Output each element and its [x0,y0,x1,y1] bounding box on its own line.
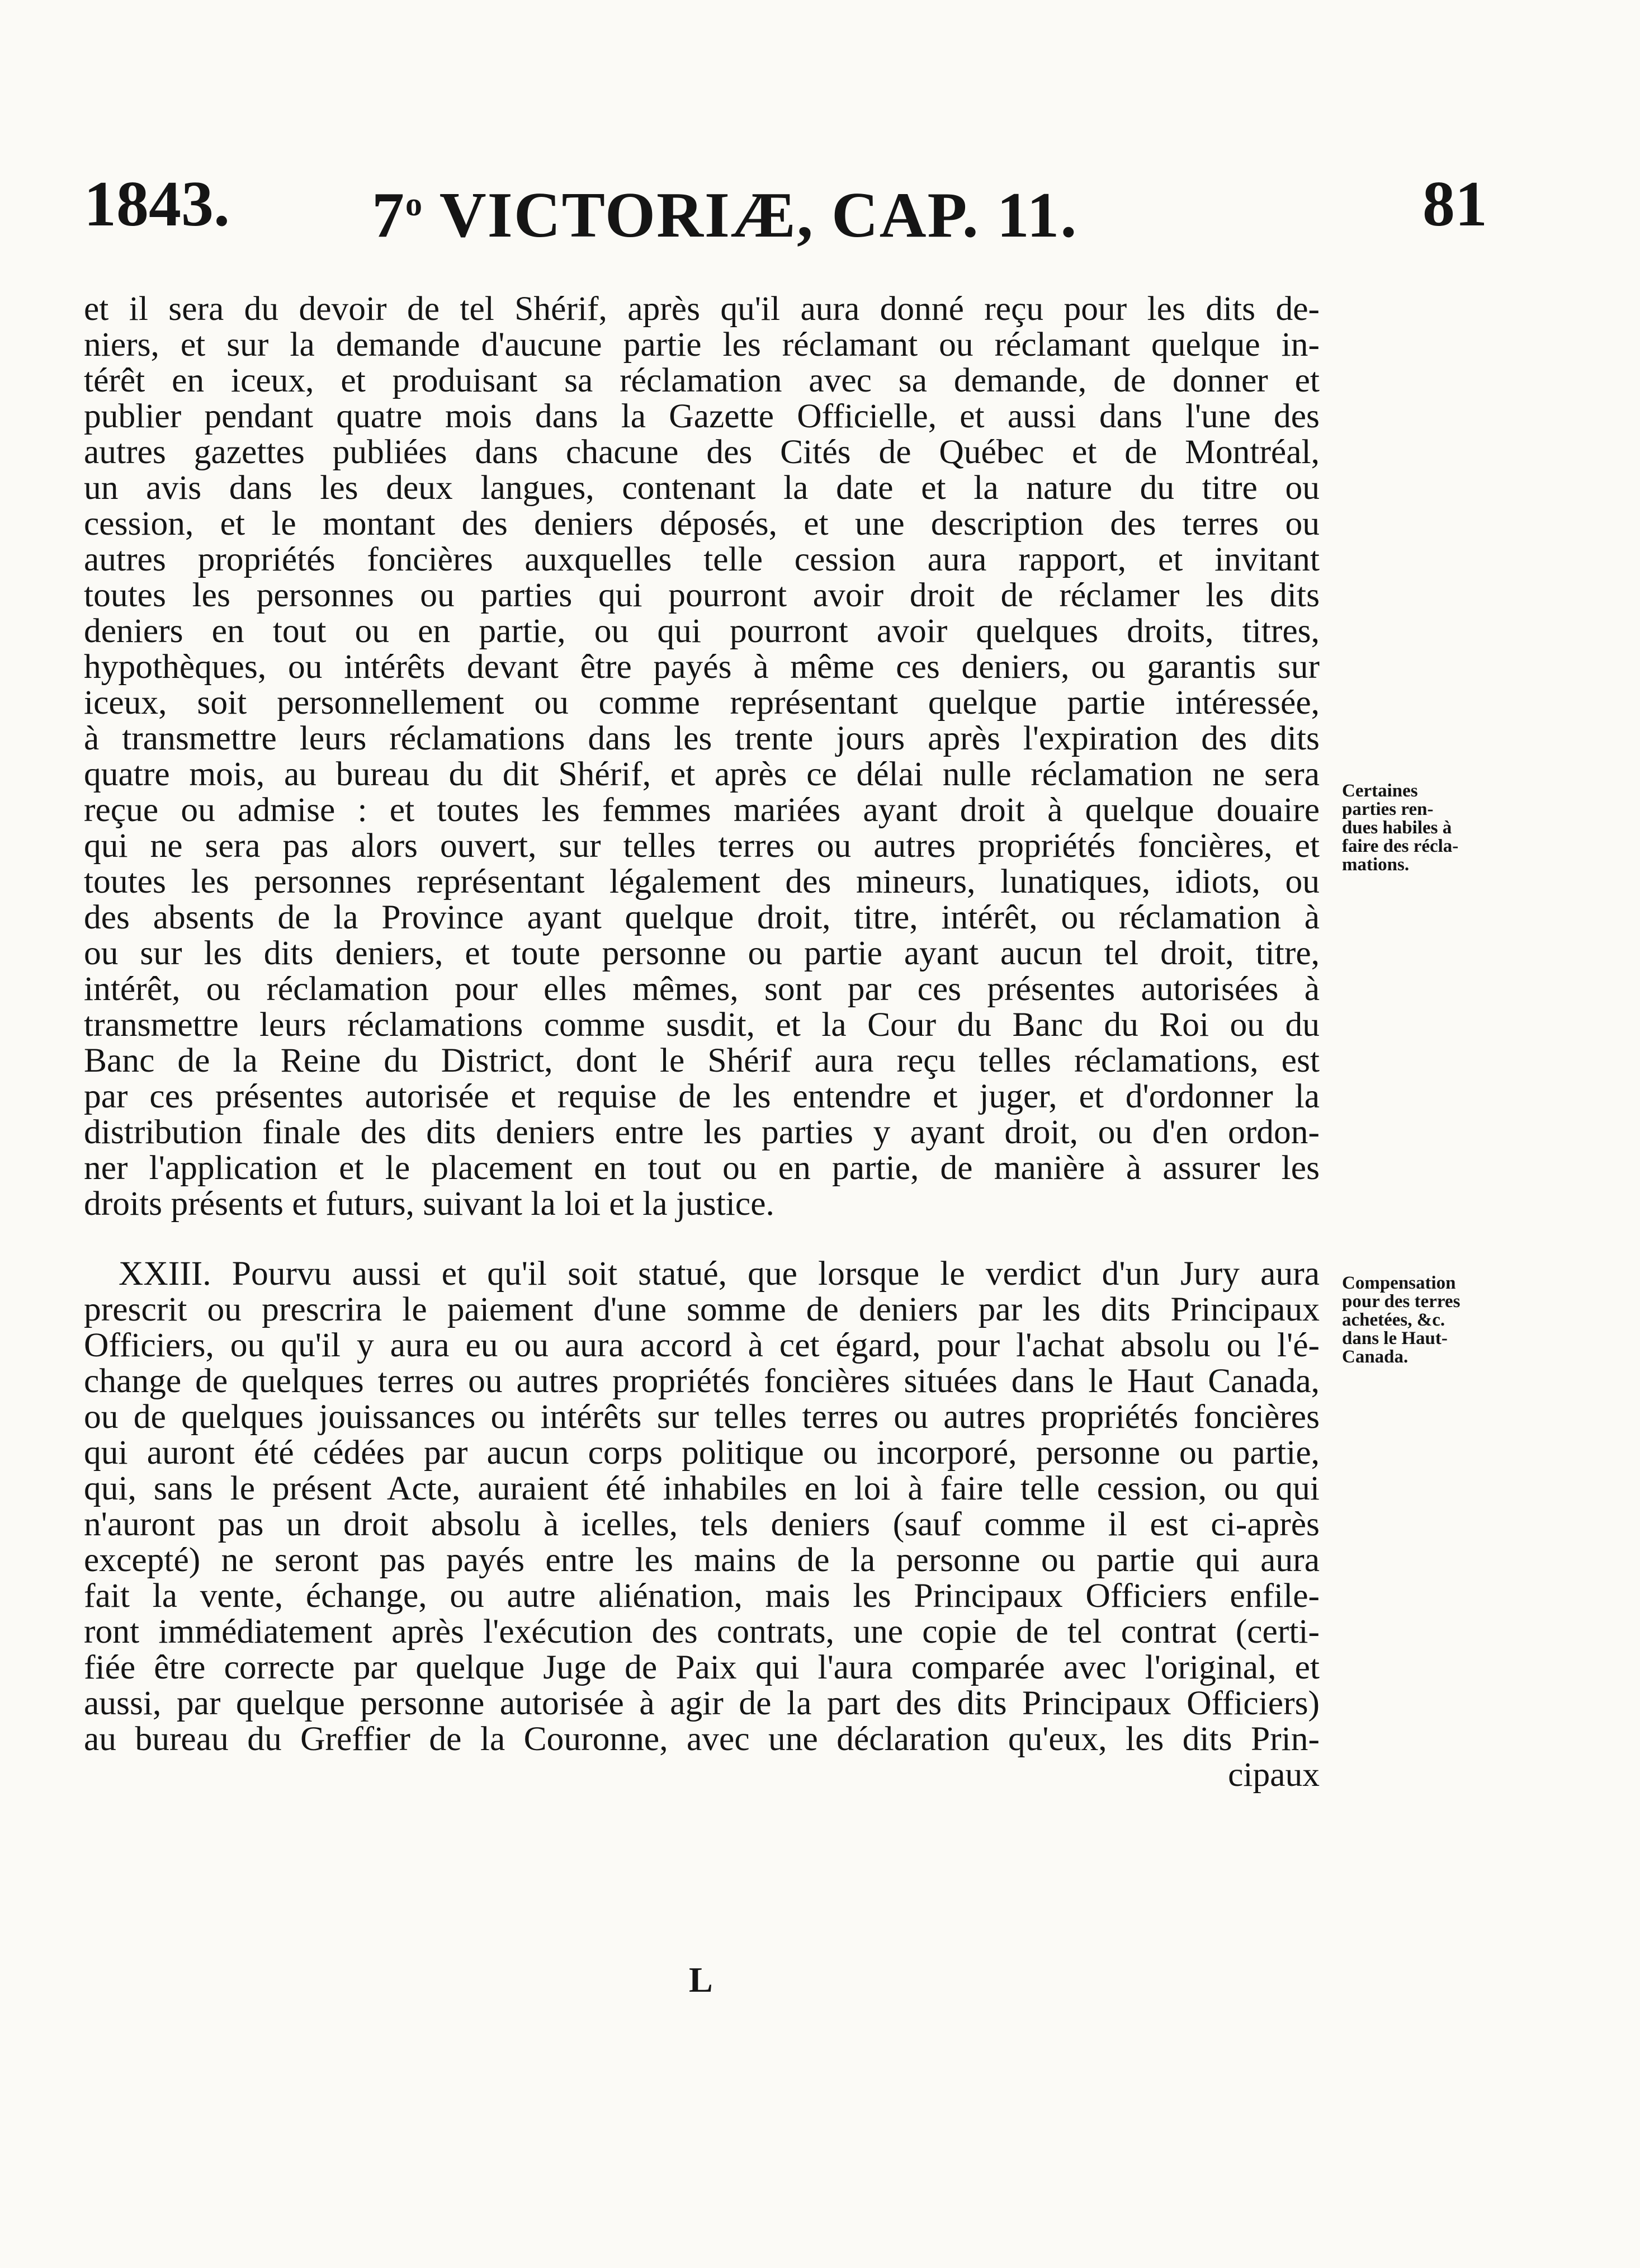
marginal-note-line: dans le Haut- [1342,1328,1448,1348]
page-number: 81 [1422,168,1487,240]
paragraph-line: toutes les personnes représentant légalement des mineurs, lunatiques, idiots, ou [84,862,1320,900]
marginal-note-line: parties ren- [1342,799,1434,819]
paragraph-2 [84,1256,1320,1793]
paragraph-line: niers, et sur la demande d'aucune partie les réclamant ou réclamant quelque in- [84,326,1320,364]
paragraph-line: aussi, par quelque personne autorisée à agir de la part des dits Principaux Officiers) [84,1684,1320,1722]
paragraph-line: qui auront été cédées par aucun corps politique ou incorporé, personne ou partie, [84,1434,1320,1472]
marginal-note-2 [1342,1274,1510,1366]
paragraph-line: ront immédiatement après l'exécution des contrats, une copie de tel contrat (certi- [84,1612,1320,1651]
catchword: cipaux [1228,1756,1320,1794]
header-title [372,168,1077,252]
paragraph-line: qui, sans le présent Acte, auraient été inhabiles en loi à faire telle cession, ou qui [84,1469,1320,1507]
paragraph-line: excepté) ne seront pas payés entre les mains de la personne ou partie qui aura [84,1541,1320,1579]
paragraph-1 [84,291,1320,1222]
running-header [84,168,1487,251]
header-title-ordinal: 7 [372,180,405,251]
marginal-note-1 [1342,782,1510,874]
section-number: XXIII. [119,1255,211,1293]
paragraph-line: ou de quelques jouissances ou intérêts sur telles terres ou autres propriétés foncières [84,1398,1320,1436]
paragraph-line: quatre mois, au bureau du dit Shérif, et après ce délai nulle réclamation ne sera [84,755,1320,793]
header-year: 1843. [84,168,230,240]
header-title-ordinal-sup: o [405,186,423,223]
paragraph-line: un avis dans les deux langues, contenant la date et la nature du titre ou [84,469,1320,507]
paragraph-line: Banc de la Reine du District, dont le Shérif aura reçu telles réclamations, est [84,1041,1320,1079]
marginal-note-line: Canada. [1342,1347,1409,1367]
paragraph-line: Officiers, ou qu'il y aura eu ou aura accord à cet égard, pour l'achat absolu ou l'é- [84,1326,1320,1364]
paragraph-line: fait la vente, échange, ou autre aliénation, mais les Principaux Officiers enfile- [84,1577,1320,1615]
paragraph-line: reçue ou admise : et toutes les femmes mariées ayant droit à quelque douaire [84,791,1320,829]
marginal-note-line: achetées, &c. [1342,1310,1445,1330]
marginal-note-line: Compensation [1342,1273,1456,1293]
paragraph-line: ou sur les dits deniers, et toute personne ou partie ayant aucun tel droit, titre, [84,934,1320,972]
paragraph-line: par ces présentes autorisée et requise de les entendre et juger, et d'ordonner la [84,1077,1320,1115]
paragraph-line: transmettre leurs réclamations comme susdit, et la Cour du Banc du Roi ou du [84,1006,1320,1044]
paragraph-line: n'auront pas un droit absolu à icelles, tels deniers (sauf comme il est ci-après [84,1505,1320,1543]
paragraph-line: toutes les personnes ou parties qui pourront avoir droit de réclamer les dits [84,576,1320,614]
paragraph-line: autres gazettes publiées dans chacune des Cités de Québec et de Montréal, [84,433,1320,471]
paragraph-line: hypothèques, ou intérêts devant être payés à même ces deniers, ou garantis sur [84,648,1320,686]
signature-mark: L [689,1960,713,2000]
paragraph-line: des absents de la Province ayant quelque droit, titre, intérêt, ou réclamation à [84,898,1320,936]
paragraph-line: térêt en iceux, et produisant sa réclamation avec sa demande, de donner et [84,361,1320,399]
paragraph-line: ner l'application et le placement en tout ou en partie, de manière à assurer les [84,1149,1320,1187]
paragraph-line: prescrit ou prescrira le paiement d'une somme de deniers par les dits Principaux [84,1290,1320,1328]
paragraph-line: intérêt, ou réclamation pour elles mêmes, sont par ces présentes autorisées à [84,970,1320,1008]
paragraph-line: qui ne sera pas alors ouvert, sur telles terres ou autres propriétés foncières, et [84,827,1320,865]
paragraph-line: cession, et le montant des deniers déposés, et une description des terres ou [84,504,1320,543]
paragraph-line: publier pendant quatre mois dans la Gazette Officielle, et aussi dans l'une des [84,397,1320,435]
paragraph-line: change de quelques terres ou autres propriétés foncières situées dans le Haut Canada, [84,1362,1320,1400]
marginal-note-line: mations. [1342,855,1410,875]
paragraph-line: autres propriétés foncières auxquelles telle cession aura rapport, et invitant [84,540,1320,578]
marginal-note-line: dues habiles à [1342,818,1452,838]
paragraph-line: distribution finale des dits deniers entre les parties y ayant droit, ou d'en ordon- [84,1113,1320,1151]
paragraph-line: et il sera du devoir de tel Shérif, après qu'il aura donné reçu pour les dits de- [84,290,1320,328]
marginal-note-line: Certaines [1342,781,1418,801]
marginal-note-line: pour des terres [1342,1291,1461,1312]
marginal-note-line: faire des récla- [1342,836,1459,856]
paragraph-line: fiée être correcte par quelque Juge de Paix qui l'aura comparée avec l'original, et [84,1648,1320,1686]
paragraph-first-line [84,1256,1320,1291]
header-title-text: VICTORIÆ, CAP. 11. [439,180,1078,251]
paragraph-line: deniers en tout ou en partie, ou qui pourront avoir quelques droits, titres, [84,612,1320,650]
paragraph-line: au bureau du Greffier de la Couronne, avec une déclaration qu'eux, les dits Prin- [84,1720,1320,1758]
paragraph-line: droits présents et futurs, suivant la loi et la justice. [84,1185,774,1223]
paragraph-line: à transmettre leurs réclamations dans les trente jours après l'expiration des dits [84,719,1320,757]
paragraph-line: iceux, soit personnellement ou comme représentant quelque partie intéressée, [84,683,1320,722]
paragraph-first-line-text: Pourvu aussi et qu'il soit statué, que lorsque le verdict d'un Jury aura [231,1255,1320,1293]
